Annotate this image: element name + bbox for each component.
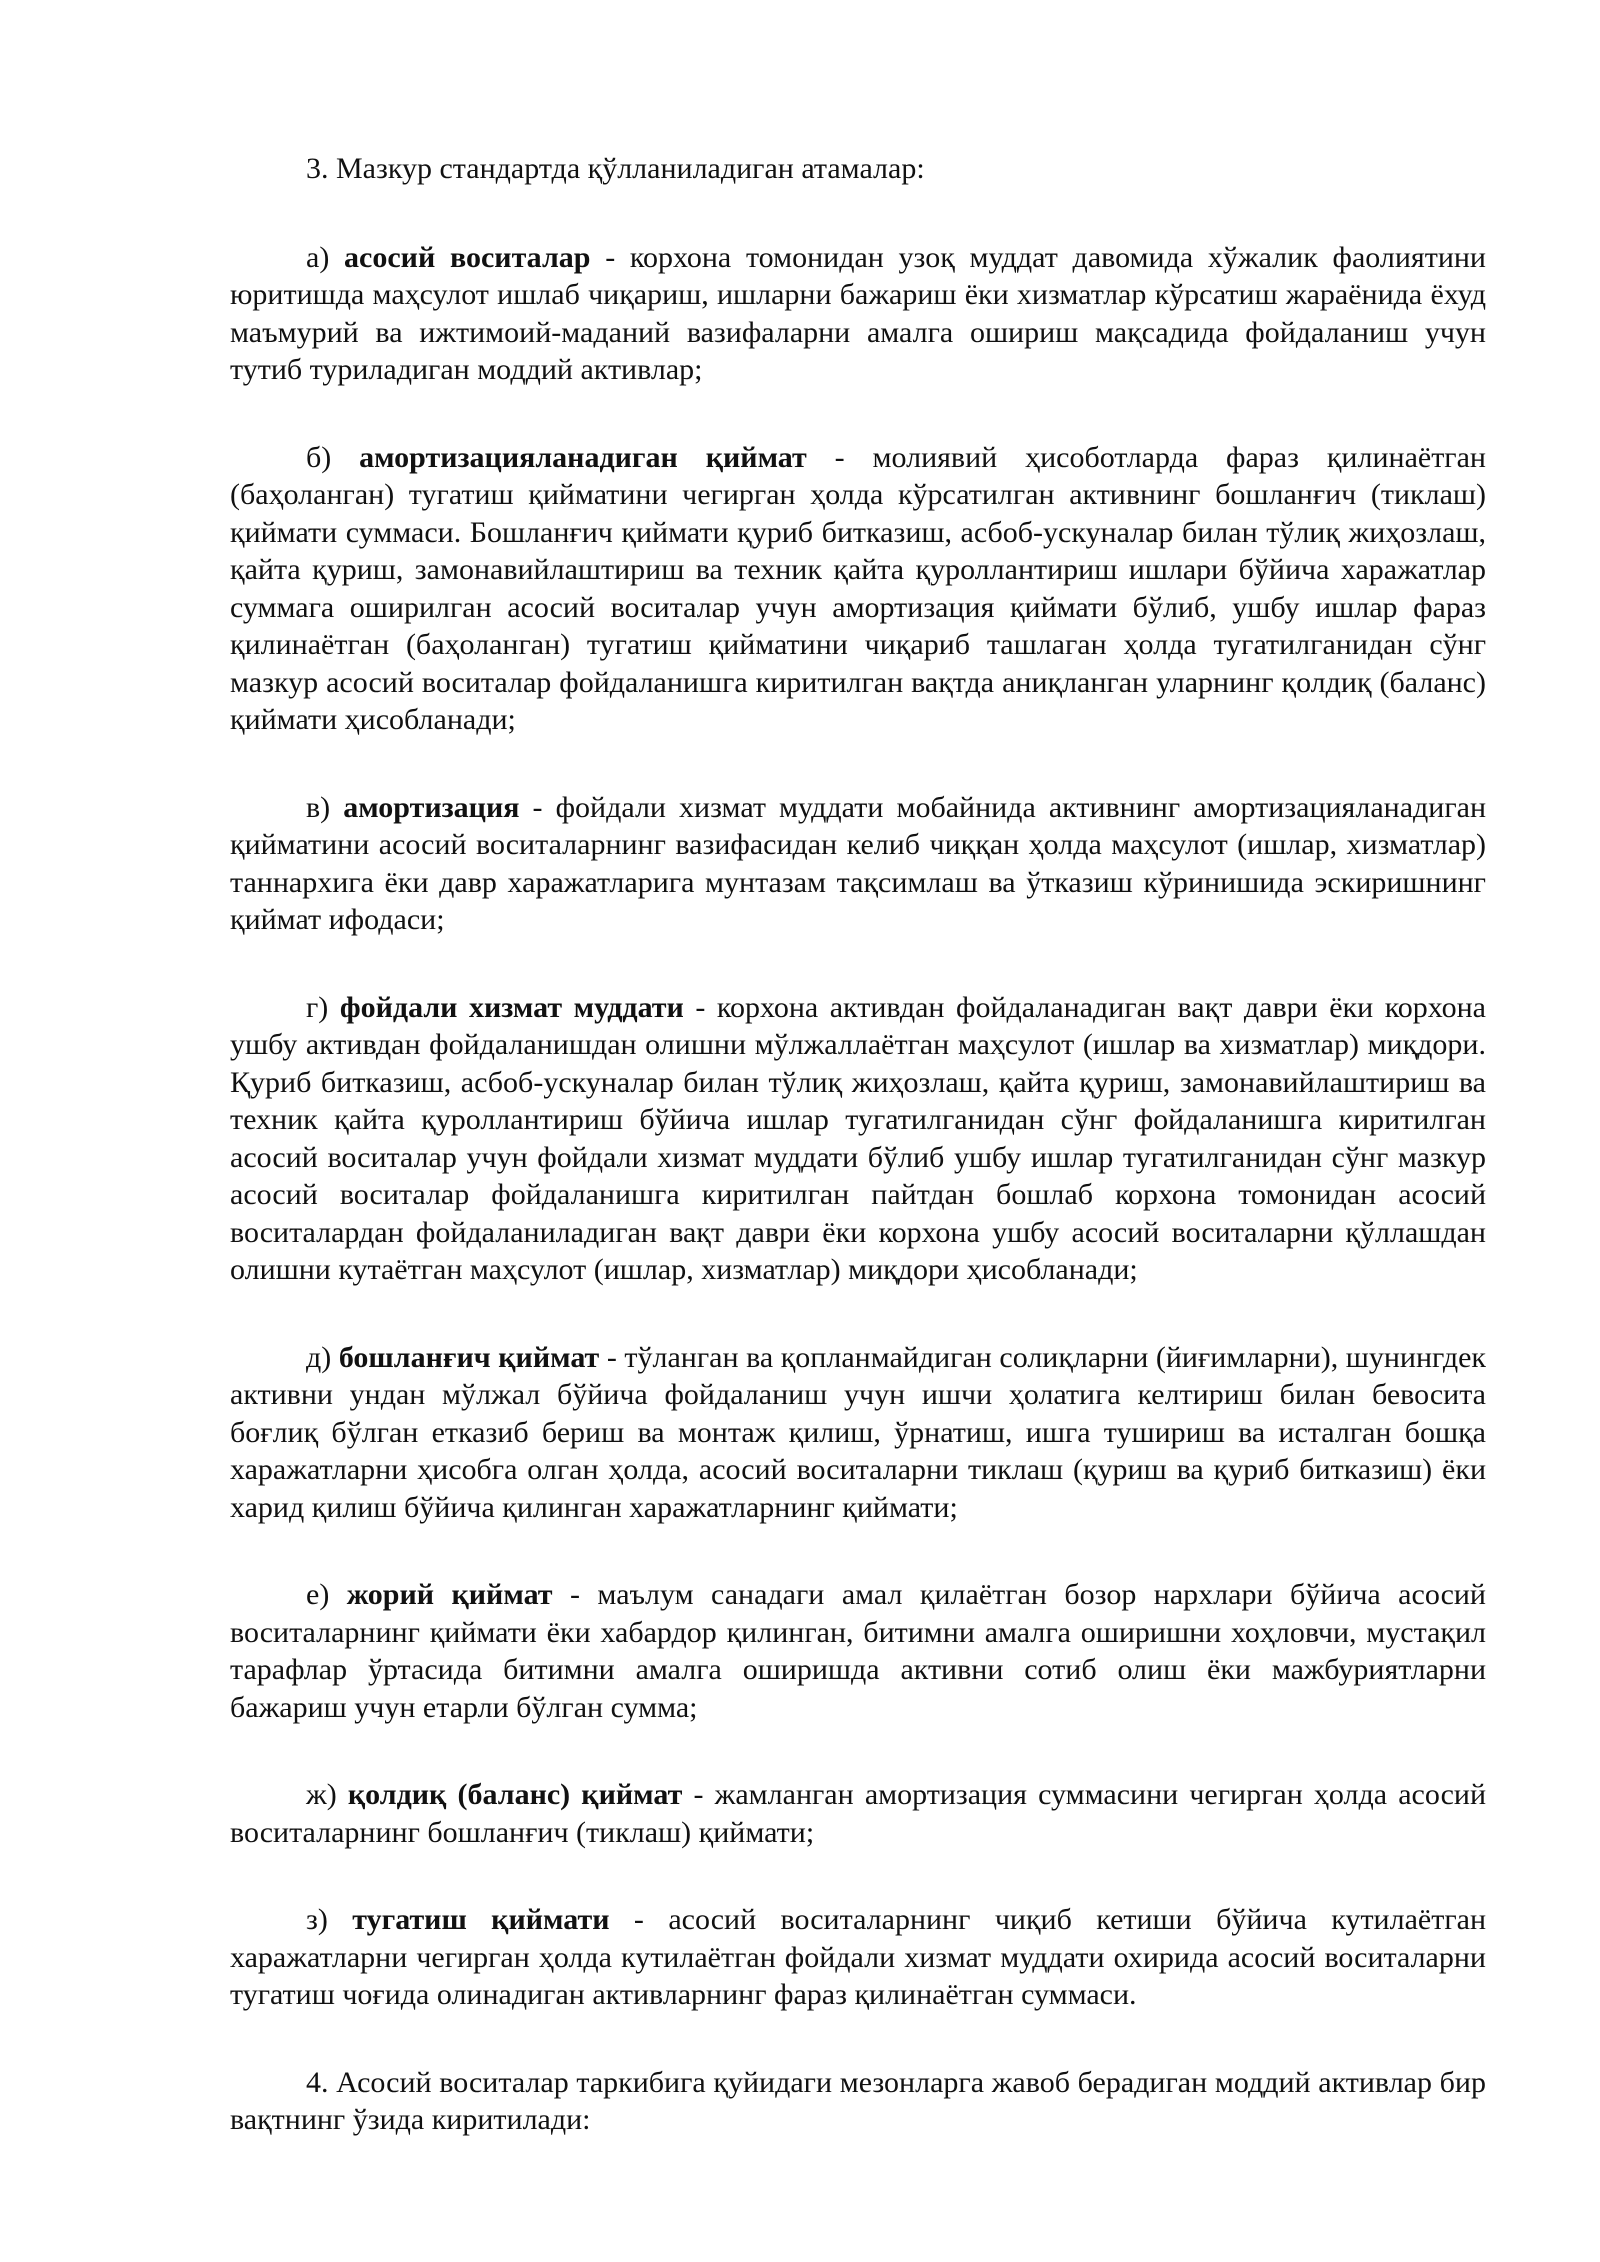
definition-e (230, 1576, 1486, 1726)
definition-text: - асосий воситаларнинг чиқиб кетиши бўйича кутилаётган харажатларни чегирган ҳолда кутилаётган фойдали хизмат муддати охирида асосий воситаларни тугатиш чоғида олинадиган активларнинг фараз қилинаётган суммаси. (230, 1903, 1486, 2011)
definition-letter: б) (306, 440, 360, 474)
definition-text: - тўланган ва қопланмайдиган солиқларни (йиғимларни), шунингдек активни ундан мўлжал бўйича фойдаланиш учун ишчи ҳолатига келтириш билан бевосита боғлиқ бўлган етказиб бериш ва монтаж қилиш, ўрнатиш, ишга тушириш ва исталган бошқа харажатларни ҳисобга олган ҳолда, асосий воситаларни тиклаш (қуриш ва қуриб битказиш) ёки харид қилиш бўйича қилинган харажатларнинг қиймати; (230, 1340, 1486, 1524)
definition-term: фойдали хизмат муддати (339, 990, 684, 1024)
section-4-paragraph (230, 2064, 1486, 2139)
paragraph-text: 3. Мазкур стандартда қўлланиладиган атамалар: (306, 152, 925, 185)
definition-term: амортизация (343, 790, 520, 824)
definition-letter: д) (306, 1340, 339, 1374)
definition-term: амортизацияланадиган қиймат (359, 440, 807, 474)
paragraph-text: 4. Асосий воситалар таркибига қуйидаги мезонларга жавоб берадиган моддий активлар бир вақтнинг ўзида киритилади: (230, 2065, 1486, 2136)
definition-d (230, 1339, 1486, 1527)
definition-text: - молиявий ҳисоботларда фараз қилинаётган (баҳоланган) тугатиш қийматини чегирган ҳолда кўрсатилган активнинг бошланғич (тиклаш) қиймати суммаси. Бошланғич қиймати қуриб битказиш, асбоб-ускуналар билан тўлиқ жиҳозлаш, қайта қуриш, замонавийлаштириш ва техник қайта қуроллантириш ишлари бўйича харажатлар суммага оширилган асосий воситалар учун амортизация қиймати бўлиб, ушбу ишлар фараз қилинаётган (баҳоланган) тугатиш қийматини чиқариб ташлаган ҳолда тугатилганидан сўнг мазкур асосий воситалар фойдаланишга киритилган вақтда аниқланган уларнинг қолдиқ (баланс) қиймати ҳисобланади; (230, 440, 1486, 736)
definition-text: - жамланган амортизация суммасини чегирган ҳолда асосий воситаларнинг бошланғич (тиклаш) қиймати; (230, 1778, 1487, 1849)
definition-v (230, 789, 1486, 939)
definition-term: жорий қиймат (346, 1578, 553, 1611)
definition-g (230, 989, 1486, 1289)
definition-text: - фойдали хизмат муддати мобайнида активнинг амортизацияланадиган қийматини асосий воситаларнинг вазифасидан келиб чиққан ҳолда маҳсулот (ишлар, хизматлар) таннархига ёки давр харажатларига мунтазам тақсимлаш ва ўтказиш кўринишида эскиришнинг қиймат ифодаси; (230, 790, 1487, 936)
definition-letter: г) (306, 990, 340, 1024)
definition-letter: в) (306, 790, 344, 824)
section-3-heading (230, 150, 1486, 188)
definition-term: қолдиқ (баланс) қиймат (347, 1778, 683, 1811)
definition-a (230, 239, 1486, 389)
definition-zh (230, 1776, 1486, 1851)
definition-z (230, 1901, 1486, 2014)
definition-term: тугатиш қиймати (352, 1903, 610, 1936)
definition-text: - маълум санадаги амал қилаётган бозор нархлари бўйича асосий воситаларнинг қиймати ёки хабардор қилинган, битимни амалга оширишни хоҳловчи, мустақил тарафлар ўртасида битимни амалга оширишда активни сотиб олиш ёки мажбуриятларни бажариш учун етарли бўлган сумма; (230, 1578, 1486, 1724)
document-page (230, 150, 1486, 2189)
definition-term: асосий воситалар (344, 240, 591, 274)
definition-b (230, 439, 1486, 739)
definition-letter: з) (306, 1903, 353, 1936)
definition-term: бошланғич қиймат (338, 1340, 600, 1374)
definition-letter: е) (306, 1578, 347, 1611)
definition-letter: а) (306, 240, 345, 274)
definition-text: - корхона томонидан узоқ муддат давомида хўжалик фаолиятини юритишда маҳсулот ишлаб чиқариш, ишларни бажариш ёки хизматлар кўрсатиш жараёнида ёхуд маъмурий ва ижтимоий-маданий вазифаларни амалга ошириш мақсадида фойдаланиш учун тутиб туриладиган моддий активлар; (230, 240, 1486, 386)
definition-letter: ж) (306, 1778, 348, 1811)
definition-text: - корхона активдан фойдаланадиган вақт даври ёки корхона ушбу активдан фойдаланишдан олишни мўлжаллаётган маҳсулот (ишлар ва хизматлар) миқдори. Қуриб битказиш, асбоб-ускуналар билан тўлиқ жиҳозлаш, қайта қуриш, замонавийлаштириш ва техник қайта қуроллантириш бўйича ишлар тугатилганидан сўнг фойдаланишга киритилган асосий воситалар учун фойдали хизмат муддати бўлиб ушбу ишлар тугатилганидан сўнг мазкур асосий воситалар фойдаланишга киритилган пайтдан бошлаб корхона томонидан асосий воситалардан фойдаланиладиган вақт даври ёки корхона ушбу асосий воситаларни қўллашдан олишни кутаётган маҳсулот (ишлар, хизматлар) миқдори ҳисобланади; (230, 990, 1486, 1286)
